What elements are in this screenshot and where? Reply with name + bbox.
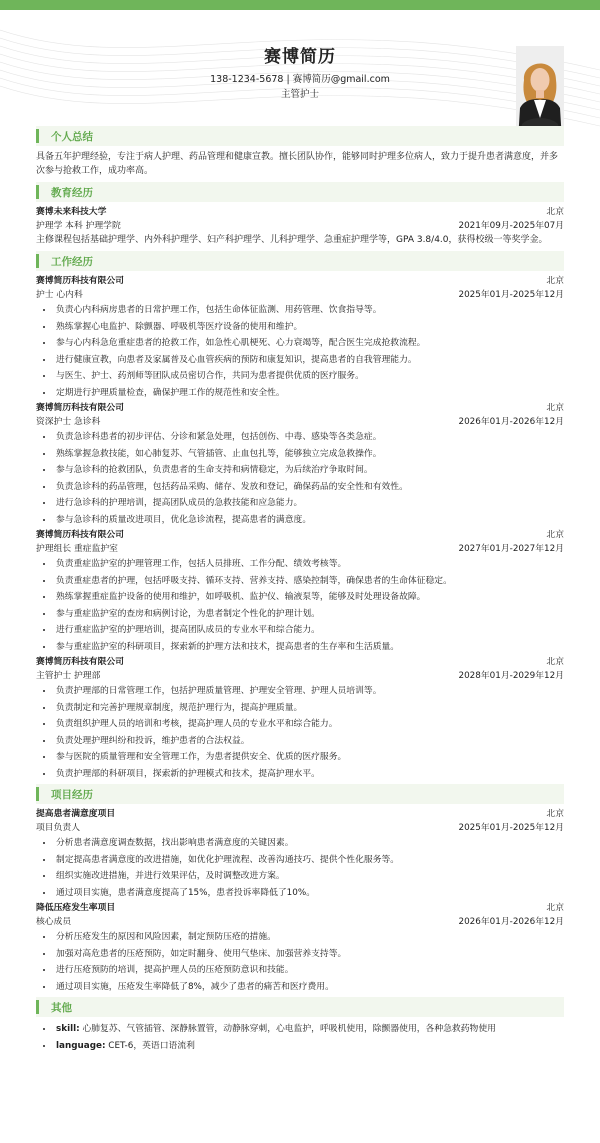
other-item xyxy=(54,1021,564,1038)
entry-dates: 2026年01月-2026年12月 xyxy=(458,916,564,927)
entry-header xyxy=(36,656,564,670)
bullet-item: • 熟练掌握心电监护、除颤器、呼吸机等医疗设备的使用和维护。 xyxy=(54,319,564,336)
bullet-item: • 负责重症患者的护理，包括呼吸支持、循环支持、营养支持、感染控制等，确保患者的生命体征稳定。 xyxy=(54,573,564,590)
school-name: 赛博未来科技大学 xyxy=(36,207,107,217)
project-entry xyxy=(36,808,564,901)
bullet-list xyxy=(36,429,564,528)
entry-subheader xyxy=(36,220,564,234)
section-title: 项目经历 xyxy=(51,788,93,801)
resume-header xyxy=(0,46,600,101)
section-title: 教育经历 xyxy=(51,186,93,199)
bullet-item: • 参与急诊科的抢救团队，负责患者的生命支持和病情稳定，为后续治疗争取时间。 xyxy=(54,462,564,479)
entry-location: 北京 xyxy=(546,530,564,540)
entry-header xyxy=(36,206,564,220)
bullet-item: • 参与重症监护室的查房和病例讨论，为患者制定个性化的护理计划。 xyxy=(54,606,564,623)
education-entry xyxy=(36,206,564,247)
entry-location: 北京 xyxy=(546,657,564,667)
company-entry xyxy=(36,529,564,655)
bullet-item: • 进行压疮预防的培训，提高护理人员的压疮预防意识和技能。 xyxy=(54,962,564,979)
education-detail: 主修课程包括基础护理学、内外科护理学、妇产科护理学、儿科护理学、急重症护理学等，GPA 3.8/4.0，获得校级一等奖学金。 xyxy=(36,235,548,245)
other-list xyxy=(36,1021,564,1054)
bullet-item: • 分析压疮发生的原因和风险因素，制定预防压疮的措施。 xyxy=(54,929,564,946)
entry-role: 核心成员 xyxy=(36,916,72,927)
entry-location: 北京 xyxy=(546,809,564,819)
entry-header xyxy=(36,808,564,822)
company-entry xyxy=(36,656,564,782)
project-name: 降低压疮发生率项目 xyxy=(36,903,116,913)
entry-dates: 2026年01月-2026年12月 xyxy=(458,416,564,427)
bullet-list xyxy=(36,683,564,782)
bullet-list xyxy=(36,556,564,655)
bullet-item: • 负责护理部的科研项目，探索新的护理模式和技术，提高护理水平。 xyxy=(54,766,564,783)
top-accent-bar xyxy=(0,0,600,10)
entry-role: 项目负责人 xyxy=(36,822,80,833)
section-accent-bar xyxy=(36,787,39,801)
degree-info: 护理学 本科 护理学院 xyxy=(36,220,121,231)
entry-location: 北京 xyxy=(546,403,564,413)
section-header-summary xyxy=(36,126,564,146)
entry-dates: 2027年01月-2027年12月 xyxy=(458,543,564,554)
resume-body xyxy=(36,124,564,1054)
project-entry xyxy=(36,902,564,995)
entry-header xyxy=(36,529,564,543)
bullet-item: • 加强对高危患者的压疮预防，如定时翻身、使用气垫床、加强营养支持等。 xyxy=(54,946,564,963)
project-name: 提高患者满意度项目 xyxy=(36,809,116,819)
section-accent-bar xyxy=(36,185,39,199)
entry-subheader xyxy=(36,822,564,836)
bullet-item: • 负责急诊科的药品管理，包括药品采购、储存、发放和登记，确保药品的安全性和有效性。 xyxy=(54,479,564,496)
section-title: 个人总结 xyxy=(51,130,93,143)
section-accent-bar xyxy=(36,254,39,268)
entry-subheader xyxy=(36,670,564,684)
entry-dates: 2021年09月-2025年07月 xyxy=(458,220,564,231)
bullet-item: • 熟练掌握重症监护设备的使用和维护，如呼吸机、监护仪、输液泵等，能够及时处理设备故障。 xyxy=(54,589,564,606)
entry-header xyxy=(36,902,564,916)
other-item-key: language: xyxy=(56,1040,106,1051)
entry-header xyxy=(36,402,564,416)
contact-info: 138-1234-5678 | 赛博简历@gmail.com xyxy=(210,74,390,85)
section-header-education xyxy=(36,182,564,202)
section-header-other xyxy=(36,997,564,1017)
section-accent-bar xyxy=(36,1000,39,1014)
other-item-value: 心肺复苏、气管插管、深静脉置管，动静脉穿刺，心电监护，呼吸机使用，除颤器使用，各种急救药物使用 xyxy=(79,1024,496,1034)
other-item xyxy=(54,1038,564,1055)
bullet-item: • 负责处理护理纠纷和投诉，维护患者的合法权益。 xyxy=(54,733,564,750)
company-entry xyxy=(36,402,564,528)
bullet-item: • 熟练掌握急救技能，如心肺复苏、气管插管、止血包扎等，能够独立完成急救操作。 xyxy=(54,446,564,463)
bullet-item: • 负责制定和完善护理规章制度，规范护理行为，提高护理质量。 xyxy=(54,700,564,717)
bullet-item: • 制定提高患者满意度的改进措施，如优化护理流程、改善沟通技巧、提供个性化服务等。 xyxy=(54,852,564,869)
section-header-projects xyxy=(36,784,564,804)
bullet-item: • 负责组织护理人员的培训和考核，提高护理人员的专业水平和综合能力。 xyxy=(54,716,564,733)
company-name: 赛博简历科技有限公司 xyxy=(36,657,124,667)
entry-dates: 2025年01月-2025年12月 xyxy=(458,289,564,300)
bullet-item: • 负责重症监护室的护理管理工作，包括人员排班、工作分配、绩效考核等。 xyxy=(54,556,564,573)
bullet-item: • 负责护理部的日常管理工作，包括护理质量管理、护理安全管理、护理人员培训等。 xyxy=(54,683,564,700)
section-title: 其他 xyxy=(51,1001,72,1014)
entry-role: 主管护士 护理部 xyxy=(36,670,101,681)
bullet-item: • 负责急诊科患者的初步评估、分诊和紧急处理，包括创伤、中毒、感染等各类急症。 xyxy=(54,429,564,446)
job-title: 主管护士 xyxy=(280,89,319,100)
entry-role: 资深护士 急诊科 xyxy=(36,416,101,427)
bullet-item: • 参与重症监护室的科研项目，探索新的护理方法和技术，提高患者的生存率和生活质量。 xyxy=(54,639,564,656)
entry-subheader xyxy=(36,543,564,557)
entry-location: 北京 xyxy=(546,903,564,913)
entry-subheader xyxy=(36,289,564,303)
bullet-item: • 参与医院的质量管理和安全管理工作，为患者提供安全、优质的医疗服务。 xyxy=(54,749,564,766)
other-item-key: skill: xyxy=(56,1024,80,1034)
project-list xyxy=(36,808,564,995)
bullet-item: • 负责心内科病房患者的日常护理工作，包括生命体征监测、用药管理、饮食指导等。 xyxy=(54,302,564,319)
bullet-item: • 进行急诊科的护理培训，提高团队成员的急救技能和应急能力。 xyxy=(54,495,564,512)
bullet-item: • 与医生、护士、药剂师等团队成员密切合作，共同为患者提供优质的医疗服务。 xyxy=(54,368,564,385)
company-name: 赛博简历科技有限公司 xyxy=(36,530,124,540)
bullet-item: • 定期进行护理质量检查，确保护理工作的规范性和安全性。 xyxy=(54,385,564,402)
summary-text: 具备五年护理经验，专注于病人护理、药品管理和健康宣教。擅长团队协作，能够同时护理多位病人，致力于提升患者满意度，并多次参与抢救工作，成功率高。 xyxy=(36,152,559,176)
entry-role: 护士 心内科 xyxy=(36,289,83,300)
bullet-list xyxy=(36,302,564,401)
entry-subheader xyxy=(36,416,564,430)
candidate-name: 赛博简历 xyxy=(264,47,336,67)
entry-role: 护理组长 重症监护室 xyxy=(36,543,118,554)
entry-dates: 2025年01月-2025年12月 xyxy=(458,822,564,833)
bullet-item: • 参与心内科急危重症患者的抢救工作，如急性心肌梗死、心力衰竭等，配合医生完成抢救流程。 xyxy=(54,335,564,352)
bullet-item: • 进行健康宣教，向患者及家属普及心血管疾病的预防和康复知识，提高患者的自我管理能力。 xyxy=(54,352,564,369)
section-accent-bar xyxy=(36,129,39,143)
section-header-work xyxy=(36,251,564,271)
bullet-item: • 通过项目实施，压疮发生率降低了8%，减少了患者的痛苦和医疗费用。 xyxy=(54,979,564,996)
entry-location: 北京 xyxy=(546,207,564,217)
company-name: 赛博简历科技有限公司 xyxy=(36,403,124,413)
entry-location: 北京 xyxy=(546,276,564,286)
bullet-item: • 通过项目实施，患者满意度提高了15%，患者投诉率降低了10%。 xyxy=(54,885,564,902)
entry-header xyxy=(36,275,564,289)
bullet-item: • 进行重症监护室的护理培训，提高团队成员的专业水平和综合能力。 xyxy=(54,622,564,639)
entry-subheader xyxy=(36,916,564,930)
bullet-item: • 分析患者满意度调查数据，找出影响患者满意度的关键因素。 xyxy=(54,835,564,852)
other-item-value: CET-6，英语口语流利 xyxy=(105,1040,195,1051)
section-title: 工作经历 xyxy=(51,255,93,268)
bullet-item: • 组织实施改进措施，并进行效果评估，及时调整改进方案。 xyxy=(54,868,564,885)
company-name: 赛博简历科技有限公司 xyxy=(36,276,124,286)
company-entry xyxy=(36,275,564,401)
bullet-item: • 参与急诊科的质量改进项目，优化急诊流程，提高患者的满意度。 xyxy=(54,512,564,529)
bullet-list xyxy=(36,835,564,901)
entry-dates: 2028年01月-2029年12月 xyxy=(458,670,564,681)
bullet-list xyxy=(36,929,564,995)
work-list xyxy=(36,275,564,782)
